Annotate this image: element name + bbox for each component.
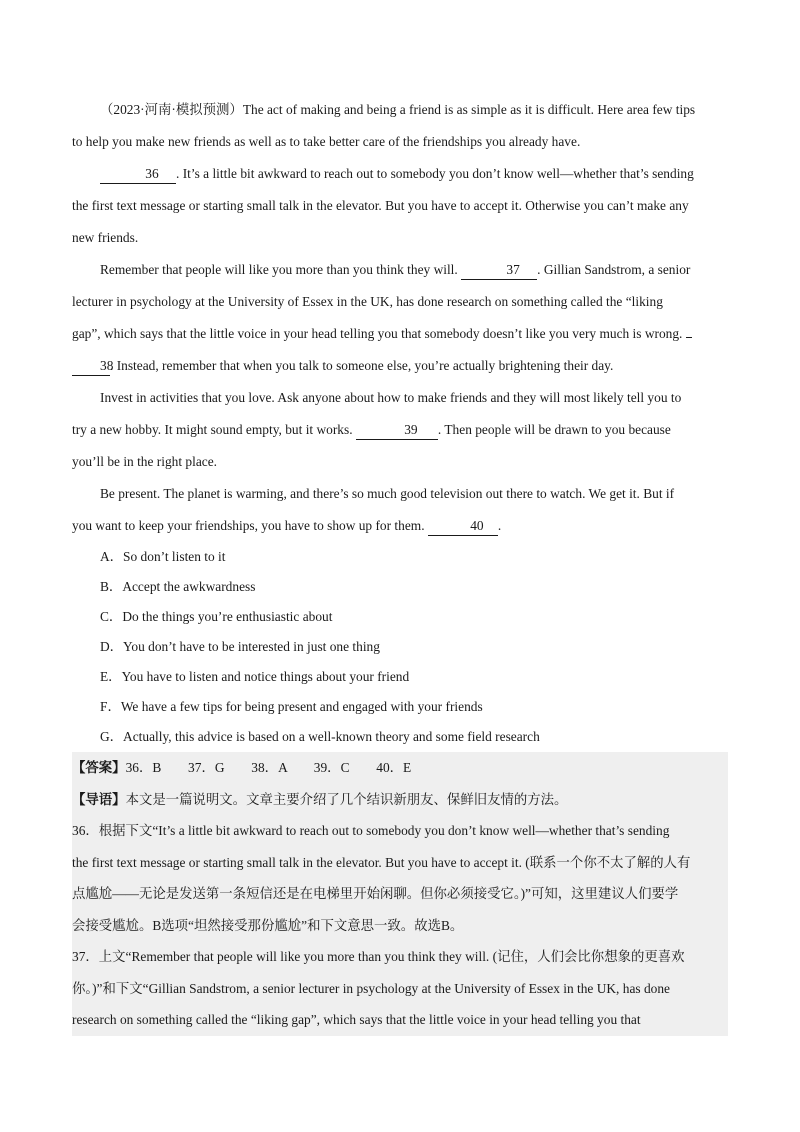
option-g: G．Actually, this advice is based on a well-known theory and some field research: [100, 729, 540, 744]
guide-line: [72, 784, 728, 816]
source-tag: （2023·河南·模拟预测）: [100, 102, 243, 117]
blank-38-underline-start: [686, 337, 692, 338]
paragraph-36-line-1: . It’s a little bit awkward to reach out to somebody you don’t know well—whether that’s sending: [176, 166, 694, 181]
explanation-36: [72, 815, 728, 941]
option-e: E．You have to listen and notice things about your friend: [100, 669, 410, 684]
blank-38: 38: [72, 357, 110, 376]
option-d: D．You don’t have to be interested in just one thing: [100, 639, 380, 654]
explanation-37-line-3: research on something called the “liking gap”, which says that the little voice in your head telling you that: [72, 1012, 641, 1027]
intro-text-1: The act of making and being a friend is as simple as it is difficult. Here area few tips: [242, 102, 696, 117]
paragraph-39: [72, 382, 728, 478]
guide-label: 【导语】: [72, 791, 126, 807]
paragraph-40-line-2a: you want to keep your friendships, you have to show up for them.: [72, 518, 425, 533]
explanation-36-line-1: 36．根据下文“It’s a little bit awkward to reach out to somebody you don’t know well—whether that’s sending: [72, 823, 670, 838]
explanation-37-line-1: 37．上文“Remember that people will like you more than you think they will. (记住，人们会比你想象的更喜欢: [72, 949, 685, 964]
guide-text: 本文是一篇说明文。文章主要介绍了几个结识新朋友、保鲜旧友情的方法。: [125, 791, 568, 807]
paragraph-36-line-3: new friends.: [72, 230, 139, 245]
option-b: B．Accept the awkwardness: [100, 579, 256, 594]
intro-text-2: to help you make new friends as well as to take better care of the friendships you already have.: [72, 134, 581, 149]
answer-label: 【答案】: [72, 760, 126, 775]
explanation-36-line-2: the first text message or starting small talk in the elevator. But you have to accept it. (联系一个你不太了解的人有: [72, 854, 691, 870]
paragraph-36: [72, 158, 728, 254]
document-page: [72, 94, 728, 1036]
paragraph-39-line-2a: try a new hobby. It might sound empty, but it works.: [72, 422, 353, 437]
paragraph-40: [72, 478, 728, 542]
answer-explanation-box: [72, 752, 728, 1036]
answer-line: [72, 752, 728, 784]
options-list: [72, 542, 728, 752]
paragraph-39-line-2b: . Then people will be drawn to you because: [437, 422, 671, 437]
intro-paragraph: [72, 94, 728, 158]
blank-39: 39: [356, 421, 438, 440]
blank-40: 40: [428, 517, 498, 536]
blank-37: 37: [461, 261, 537, 280]
option-f: F．We have a few tips for being present and engaged with your friends: [100, 699, 483, 714]
paragraph-40-line-2b: .: [497, 518, 502, 533]
paragraph-37-line-4: . Instead, remember that when you talk to someone else, you’re actually brightening their day.: [110, 358, 614, 373]
option-c: C．Do the things you’re enthusiastic about: [100, 609, 333, 624]
explanation-37-line-2: 你。)”和下文“Gillian Sandstrom, a senior lecturer in psychology at the University of Essex in the UK, has done: [72, 980, 670, 996]
explanation-37: [72, 941, 728, 1036]
paragraph-40-line-1: Be present. The planet is warming, and there’s so much good television out there to watch. We get it. But if: [100, 486, 675, 501]
paragraph-37-line-1b: . Gillian Sandstrom, a senior: [537, 262, 691, 277]
paragraph-37-line-3: gap”, which says that the little voice in your head telling you that somebody doesn’t like you very much is wrong.: [72, 326, 683, 341]
explanation-36-line-4: 会接受尴尬。B选项“坦然接受那份尴尬”和下文意思一致。故选B。: [72, 917, 464, 933]
paragraph-37-line-2: lecturer in psychology at the University of Essex in the UK, has done research on something called the “liking: [72, 294, 663, 309]
explanation-36-line-3: 点尴尬——无论是发送第一条短信还是在电梯里开始闲聊。但你必须接受它。)”可知，这里建议人们要学: [72, 886, 679, 901]
paragraph-39-line-3: you’ll be in the right place.: [72, 454, 218, 469]
option-a: A．So don’t listen to it: [100, 549, 226, 564]
paragraph-39-line-1: Invest in activities that you love. Ask anyone about how to make friends and they will most likely tell you to: [100, 390, 682, 405]
answer-text: 36．B 37．G 38．A 39．C 40．E: [125, 760, 412, 775]
paragraph-36-line-2: the first text message or starting small talk in the elevator. But you have to accept it. Otherwise you can’t make any: [72, 198, 689, 213]
paragraph-37-line-1a: Remember that people will like you more than you think they will.: [100, 262, 458, 277]
paragraph-37: [72, 254, 728, 382]
blank-36: 36: [100, 165, 176, 184]
